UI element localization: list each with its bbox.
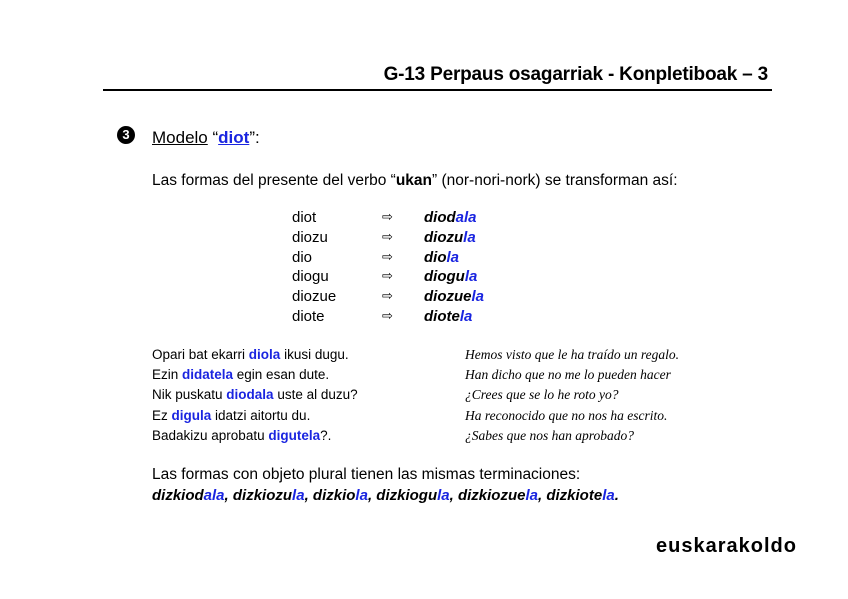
title-divider <box>103 89 772 91</box>
form-suffix: la <box>471 288 485 306</box>
example-pre: Ezin <box>152 367 183 383</box>
intro-text <box>152 172 678 190</box>
plural-suffix: la <box>292 487 305 504</box>
subordinate-form <box>424 229 476 246</box>
base-form: diozue <box>292 288 337 306</box>
plural-separator: , <box>449 487 458 504</box>
plural-note: Las formas con objeto plural tienen las mismas terminaciones: <box>152 466 581 483</box>
modelo-label: Modelo <box>152 128 208 147</box>
plural-separator: , <box>304 487 313 504</box>
arrow-right-icon: ⇨ <box>382 248 393 264</box>
plural-forms <box>152 487 619 504</box>
example-post: uste al duzu? <box>273 387 358 403</box>
form-stem: dio <box>424 248 447 266</box>
base-form: diozu <box>292 228 328 246</box>
form-suffix: la <box>463 228 476 246</box>
plural-suffix: la <box>525 487 538 504</box>
example-basque <box>152 347 349 362</box>
section-heading <box>152 128 260 148</box>
form-suffix: ala <box>455 209 477 226</box>
form-stem: diozue <box>424 288 472 306</box>
example-verb: digutela <box>268 427 321 443</box>
form-suffix: la <box>464 268 478 286</box>
brand-logo: euskarakoldo <box>656 535 797 557</box>
close-quote: ”: <box>249 128 260 147</box>
base-form: dio <box>292 248 313 266</box>
example-basque <box>152 367 329 382</box>
plural-suffix: ala <box>203 487 225 504</box>
example-post: egin esan dute. <box>233 367 330 383</box>
base-form: diote <box>292 308 325 325</box>
intro-after: ” (nor-nori-nork) se transforman así: <box>432 172 678 189</box>
subordinate-form <box>424 209 477 226</box>
form-stem: diozu <box>424 228 464 246</box>
form-stem: diote <box>424 308 460 325</box>
base-form: diogu <box>292 268 329 286</box>
subordinate-form <box>424 249 459 266</box>
plural-stem: dizkio <box>312 487 356 504</box>
subordinate-form <box>424 288 484 305</box>
open-quote: “ <box>207 128 219 147</box>
example-basque <box>152 408 310 423</box>
example-verb: diola <box>248 347 281 362</box>
example-spanish: Hemos visto que le ha traído un regalo. <box>465 347 679 362</box>
example-verb: didatela <box>182 367 234 383</box>
plural-suffix: la <box>437 487 450 504</box>
arrow-right-icon: ⇨ <box>382 228 393 244</box>
plural-stem: dizkiod <box>152 487 204 504</box>
arrow-right-icon: ⇨ <box>382 209 393 224</box>
example-post: idatzi aitortu du. <box>211 407 311 423</box>
example-verb: diodala <box>226 387 274 403</box>
form-stem: diogu <box>424 268 465 286</box>
intro-before: Las formas del presente del verbo “ <box>152 172 396 189</box>
subordinate-form <box>424 308 472 325</box>
example-pre: Ez <box>152 407 172 423</box>
example-spanish: ¿Sabes que nos han aprobado? <box>465 427 634 443</box>
plural-separator: , <box>538 487 547 504</box>
example-pre: Badakizu aprobatu <box>152 427 269 443</box>
intro-verb: ukan <box>395 172 433 189</box>
form-suffix: la <box>459 308 473 325</box>
example-basque <box>152 428 331 443</box>
form-suffix: la <box>446 248 460 266</box>
model-keyword: diot <box>218 128 250 147</box>
plural-stem: dizkiogu <box>376 487 438 504</box>
plural-separator: . <box>614 487 619 504</box>
plural-separator: , <box>367 487 377 504</box>
plural-stem: dizkiote <box>546 487 603 504</box>
section-number-icon: 3 <box>117 126 135 144</box>
example-basque <box>152 387 358 402</box>
example-spanish: ¿Crees que se lo he roto yo? <box>465 387 619 403</box>
example-spanish: Han dicho que no me lo pueden hacer <box>465 367 671 383</box>
plural-suffix: la <box>602 487 615 504</box>
example-pre: Nik puskatu <box>152 387 227 403</box>
arrow-right-icon: ⇨ <box>382 268 393 284</box>
page-title: G-13 Perpaus osagarriak - Konpletiboak – 3 <box>383 64 768 85</box>
example-post: ikusi dugu. <box>280 347 349 362</box>
arrow-right-icon: ⇨ <box>382 288 393 304</box>
example-post: ?. <box>320 427 332 443</box>
base-form: diot <box>292 209 317 226</box>
plural-stem: dizkiozu <box>232 487 293 504</box>
subordinate-form <box>424 268 477 285</box>
example-verb: digula <box>171 407 212 423</box>
plural-separator: , <box>224 487 233 504</box>
plural-stem: dizkiozue <box>457 487 526 504</box>
example-pre: Opari bat ekarri <box>152 347 249 362</box>
form-stem: diod <box>424 209 456 226</box>
plural-suffix: la <box>355 487 368 504</box>
arrow-right-icon: ⇨ <box>382 308 393 323</box>
example-spanish: Ha reconocido que no nos ha escrito. <box>465 407 668 423</box>
